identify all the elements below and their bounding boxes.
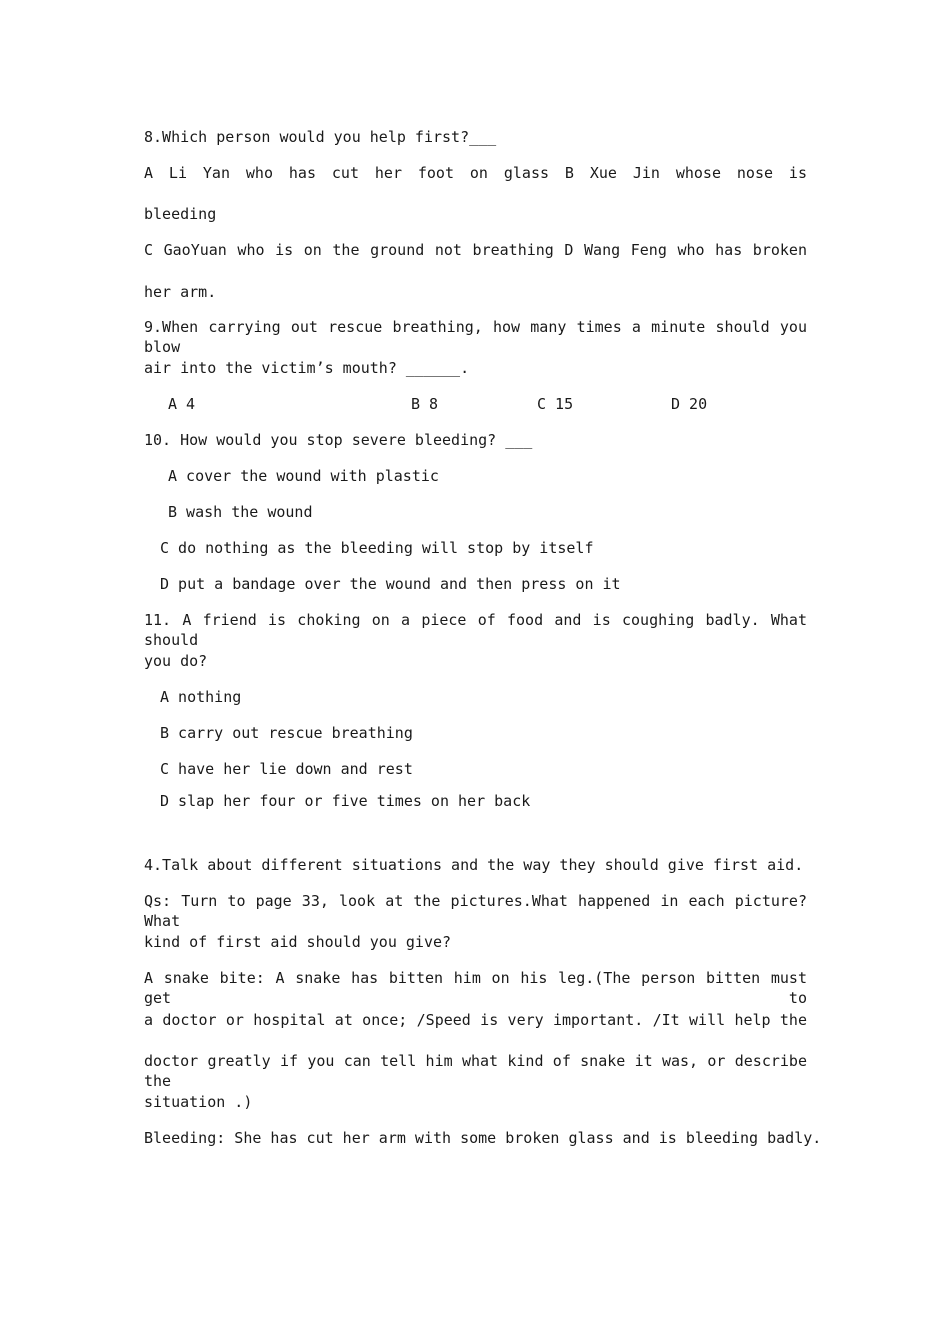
q10-option-c: C do nothing as the bleeding will stop by itself bbox=[160, 539, 594, 557]
q9-option-a: A 4 bbox=[168, 395, 196, 413]
snake-bite-line-2: a doctor or hospital at once; /Speed is very important. /It will help the bbox=[144, 1011, 807, 1029]
section-4-heading: 4.Talk about different situations and the way they should give first aid. bbox=[144, 856, 804, 874]
q8-options-line-4: her arm. bbox=[144, 283, 217, 301]
q9-option-d: D 20 bbox=[671, 395, 708, 413]
q9-option-b: B 8 bbox=[411, 395, 439, 413]
q9-option-c: C 15 bbox=[537, 395, 574, 413]
section-4-qs-line-2: kind of first aid should you give? bbox=[144, 933, 452, 951]
q8-options-line-3: C GaoYuan who is on the ground not breathing D Wang Feng who has broken bbox=[144, 241, 807, 259]
q10-option-a: A cover the wound with plastic bbox=[168, 467, 439, 485]
q9-question-line-2: air into the victim’s mouth? ______. bbox=[144, 359, 470, 377]
bleeding-line: Bleeding: She has cut her arm with some broken glass and is bleeding badly. bbox=[144, 1129, 822, 1147]
q11-option-d: D slap her four or five times on her back bbox=[160, 792, 531, 810]
q11-question-line-2: you do? bbox=[144, 652, 208, 670]
section-4-qs-line-1: Qs: Turn to page 33, look at the pictures.What happened in each picture? What bbox=[144, 892, 807, 930]
q8-options-line-1: A Li Yan who has cut her foot on glass B Xue Jin whose nose is bbox=[144, 164, 807, 182]
q10-option-d: D put a bandage over the wound and then press on it bbox=[160, 575, 621, 593]
snake-bite-line-4: situation .) bbox=[144, 1093, 253, 1111]
snake-bite-line-1: A snake bite: A snake has bitten him on his leg.(The person bitten must get to bbox=[144, 969, 807, 1007]
q8-question: 8.Which person would you help first?___ bbox=[144, 128, 497, 146]
q10-option-b: B wash the wound bbox=[168, 503, 313, 521]
q9-question-line-1: 9.When carrying out rescue breathing, how many times a minute should you blow bbox=[144, 318, 807, 356]
q11-option-a: A nothing bbox=[160, 688, 242, 706]
q8-options-line-2: bleeding bbox=[144, 205, 217, 223]
q11-option-b: B carry out rescue breathing bbox=[160, 724, 413, 742]
snake-bite-line-3: doctor greatly if you can tell him what kind of snake it was, or describe the bbox=[144, 1052, 807, 1090]
q11-question-line-1: 11. A friend is choking on a piece of food and is coughing badly. What should bbox=[144, 611, 807, 649]
q11-option-c: C have her lie down and rest bbox=[160, 760, 413, 778]
q10-question: 10. How would you stop severe bleeding? ___ bbox=[144, 431, 533, 449]
